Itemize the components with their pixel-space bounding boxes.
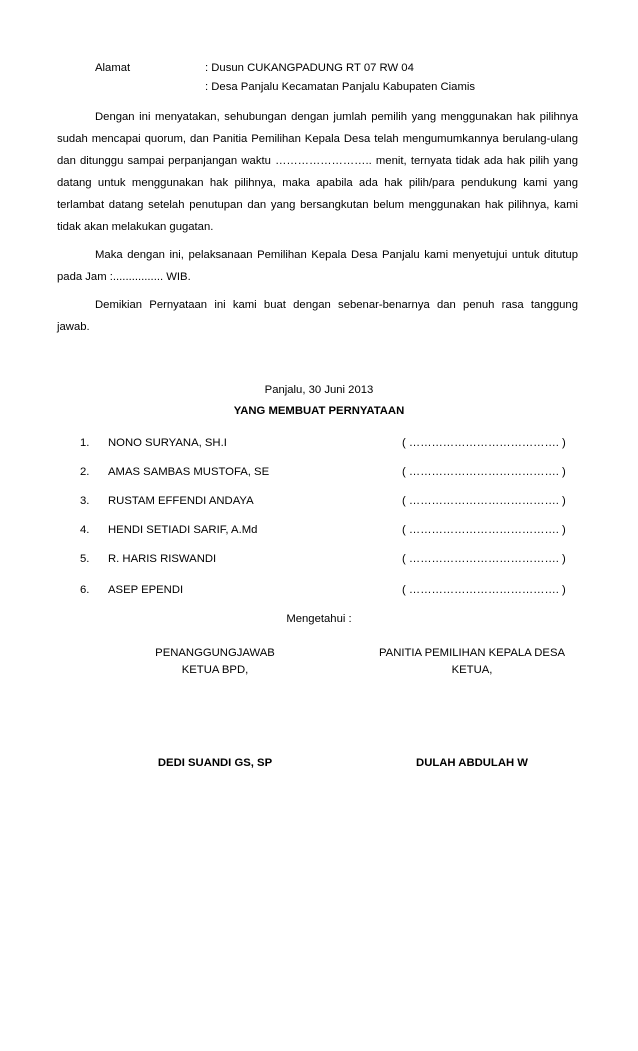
signer-name: ASEP EPENDI xyxy=(108,584,184,596)
para3-line-2: jawab. xyxy=(57,321,90,333)
signer-number: 5. xyxy=(80,553,90,565)
signer-name: R. HARIS RISWANDI xyxy=(108,553,217,565)
left-title-1: PENANGGUNGJAWAB xyxy=(155,647,275,659)
signature-line: ( …………………………………. ) xyxy=(402,584,566,596)
signer-name: AMAS SAMBAS MUSTOFA, SE xyxy=(108,466,270,478)
signer-number: 2. xyxy=(80,466,90,478)
left-title-2: KETUA BPD, xyxy=(181,664,249,676)
address-label: Alamat xyxy=(95,62,131,74)
para1-line-3: dan ditunggu sampai perpanjangan waktu …………………….. menit, ternyata tidak ada hak pilih yang xyxy=(57,155,578,167)
para1-line-2: sudah mencapai quorum, dan Panitia Pemilihan Kepala Desa telah mengumumkannya berulang-ulang xyxy=(57,133,578,145)
address-line-2: : Desa Panjalu Kecamatan Panjalu Kabupaten Ciamis xyxy=(205,81,476,93)
signer-number: 4. xyxy=(80,524,90,536)
para1-line-4: datang untuk menggunakan hak pilihnya, maka apabila ada hak pilih/para pendukung kami yang xyxy=(57,177,578,189)
signer-number: 1. xyxy=(80,437,90,449)
place-date: Panjalu, 30 Juni 2013 xyxy=(264,384,374,396)
para1-line-6: tidak akan melakukan gugatan. xyxy=(57,221,214,233)
address-line-1: : Dusun CUKANGPADUNG RT 07 RW 04 xyxy=(205,62,414,74)
signer-name: NONO SURYANA, SH.I xyxy=(108,437,227,449)
para1-line-1: Dengan ini menyatakan, sehubungan dengan jumlah pemilih yang menggunakan hak pilihnya xyxy=(95,111,578,123)
para2-line-1: Maka dengan ini, pelaksanaan Pemilihan Kepala Desa Panjalu kami menyetujui untuk ditutup xyxy=(95,249,578,261)
signer-name: HENDI SETIADI SARIF, A.Md xyxy=(108,524,258,536)
signature-line: ( …………………………………. ) xyxy=(402,553,566,565)
para1-line-5: terlambat datang setelah penutupan dan yang bersangkutan belum menggunakan hak pilihnya, kami xyxy=(57,199,578,211)
signer-name: RUSTAM EFFENDI ANDAYA xyxy=(108,495,254,507)
para2-line-2: pada Jam :................ WIB. xyxy=(57,271,191,283)
signature-line: ( …………………………………. ) xyxy=(402,437,566,449)
signer-number: 3. xyxy=(80,495,90,507)
signer-number: 6. xyxy=(80,584,90,596)
signature-line: ( …………………………………. ) xyxy=(402,524,566,536)
right-title-2: KETUA, xyxy=(451,664,493,676)
para3-line-1: Demikian Pernyataan ini kami buat dengan sebenar-benarnya dan penuh rasa tanggung xyxy=(95,299,578,311)
signature-line: ( …………………………………. ) xyxy=(402,466,566,478)
signature-line: ( …………………………………. ) xyxy=(402,495,566,507)
maker-heading: YANG MEMBUAT PERNYATAAN xyxy=(233,405,405,417)
right-title-1: PANITIA PEMILIHAN KEPALA DESA xyxy=(378,647,566,659)
right-signatory-name: DULAH ABDULAH W xyxy=(416,757,528,769)
acknowledged-label: Mengetahui : xyxy=(286,613,352,625)
left-signatory-name: DEDI SUANDI GS, SP xyxy=(157,757,273,769)
